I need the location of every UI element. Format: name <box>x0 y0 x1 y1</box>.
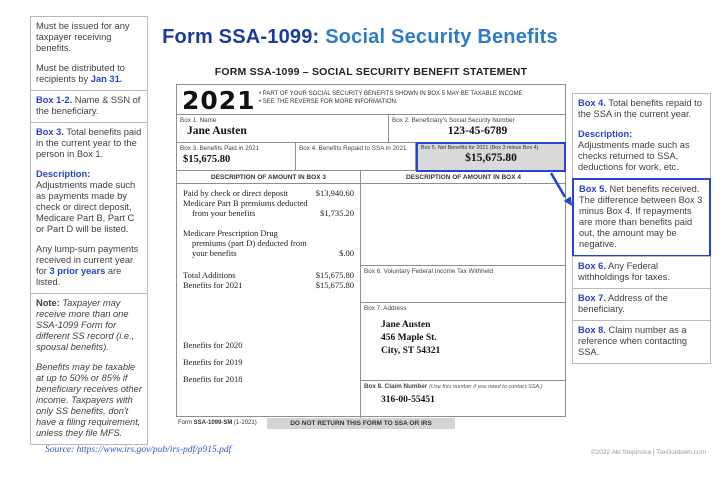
note-box4-desc-label <box>578 129 705 140</box>
form-notice-1: • PART OF YOUR SOCIAL SECURITY BENEFITS SHOWN IN BOX 5 MAY BE TAXABLE INCOME <box>259 91 523 97</box>
note-taxability-text2: Benefits may be taxable at up to 50% or 85% if beneficiary receives other income. Taxpayers with only SS benefits, don't have a filing requirement, unless they file MFS. <box>36 362 142 438</box>
desc-row-label: your benefits <box>192 248 237 258</box>
form-statement-header: FORM SSA-1099 – SOCIAL SECURITY BENEFIT STATEMENT <box>214 66 528 78</box>
note-box7-label: Box 7. <box>578 293 606 303</box>
note-box4 <box>572 93 711 179</box>
box1-label: Box 1. Name <box>180 117 217 124</box>
desc-row <box>183 238 354 248</box>
note-taxability-p2 <box>36 362 142 439</box>
desc-row <box>183 270 354 280</box>
beneficiary-address <box>381 319 566 358</box>
page-title-subject: Social Security Benefits <box>325 26 558 48</box>
address-line: City, ST 54321 <box>381 346 441 356</box>
note-box8-text: Claim number as a reference when contacting SSA. <box>578 325 688 357</box>
note-box6-p <box>578 261 705 283</box>
ssa-1099-form <box>176 66 566 430</box>
note-box8 <box>572 320 711 364</box>
note-box6 <box>572 256 711 289</box>
desc-row-label: Total Additions <box>183 270 236 280</box>
box3-benefits-paid-cell <box>177 143 296 171</box>
note-taxability-text1: Taxpayer may receive more than one SSA-1099 Form for different SS record (i.e., spousal benefits). <box>36 298 135 352</box>
note-box3-desc-label <box>36 169 142 180</box>
note-box7 <box>572 288 711 321</box>
desc-row-label: Paid by check or direct deposit <box>183 188 289 198</box>
address-line: 456 Maple St. <box>381 333 437 343</box>
note-box3-text: Total benefits paid in the current year to the person in Box 1. <box>36 127 142 159</box>
note-box3-lump <box>36 244 142 288</box>
form-notices <box>259 90 523 106</box>
box6-withholding-cell <box>361 265 566 302</box>
desc-row <box>183 208 354 218</box>
note-box3-desc-title: Description: <box>36 169 91 179</box>
note-box3-desc <box>36 180 142 235</box>
desc-row <box>183 357 354 367</box>
left-annotations <box>30 16 148 445</box>
note-issuance-text1: Must be issued for any taxpayer receiving benefits. <box>36 21 130 53</box>
box8-label <box>361 381 566 390</box>
note-box1-2 <box>30 90 148 123</box>
desc-row-amount: $1,735.20 <box>320 208 354 218</box>
copyright-text: ©2022 Aki Stepinska | TaxGuidown.com <box>590 449 706 456</box>
description-box3-header-cell <box>177 171 361 184</box>
desc-row <box>183 374 354 384</box>
note-box3-lump-post: are listed. <box>36 266 122 287</box>
note-box3-p1 <box>36 127 142 160</box>
desc-row-label: Medicare Part B premiums deducted <box>183 198 308 208</box>
note-taxability-label: Note: <box>36 298 60 308</box>
desc-row-label: Benefits for 2019 <box>183 357 243 367</box>
desc-row <box>183 340 354 350</box>
do-not-return-bar: DO NOT RETURN THIS FORM TO SSA OR IRS <box>267 418 455 429</box>
desc-row-label: Benefits for 2021 <box>183 280 243 290</box>
page-title-form-name: Form SSA-1099: <box>162 26 320 48</box>
note-box1-2-p <box>36 95 142 117</box>
desc-row-label: premiums (part D) deducted from <box>192 238 307 248</box>
box2-ssn-cell <box>389 115 566 143</box>
box8-note: (Use this number if you need to contact SSA.) <box>429 384 543 390</box>
address-line: Jane Austen <box>381 320 431 330</box>
description-box3-header: DESCRIPTION OF AMOUNT IN BOX 3 <box>211 174 326 181</box>
note-issuance <box>30 16 148 91</box>
tax-year: 2021 <box>182 86 256 115</box>
box1-name-cell <box>177 115 389 143</box>
note-box6-label: Box 6. <box>578 261 606 271</box>
note-box4-label: Box 4. <box>578 98 606 108</box>
desc-row-amount: $15,675.80 <box>315 280 354 290</box>
box4-benefits-repaid-cell <box>296 143 416 171</box>
source-link[interactable]: Source: https://www.irs.gov/pub/irs-pdf/p915.pdf <box>45 445 232 455</box>
description-box4-header: DESCRIPTION OF AMOUNT IN BOX 4 <box>406 174 521 181</box>
desc-row <box>183 280 354 290</box>
form-year-band <box>177 85 565 115</box>
note-box4-p1 <box>578 98 705 120</box>
desc-row-label: Benefits for 2018 <box>183 374 243 384</box>
desc-row-amount: $13,940.60 <box>315 188 354 198</box>
box5-net-benefits-cell-highlighted <box>416 142 566 172</box>
desc-row-label: Medicare Prescription Drug <box>183 228 278 238</box>
box3-value: $15,675.80 <box>183 154 231 165</box>
description-box3-content <box>177 184 361 418</box>
form-number-rev: (1-2021) <box>234 420 257 426</box>
note-box3-label: Box 3. <box>36 127 64 137</box>
desc-row-label: Benefits for 2020 <box>183 340 243 350</box>
desc-row-label: from your benefits <box>192 208 256 218</box>
desc-row <box>183 228 354 238</box>
box7-address-cell <box>361 302 566 380</box>
form-notice-2: • SEE THE REVERSE FOR MORE INFORMATION. <box>259 99 398 105</box>
form-number-id: SSA-1099-SM <box>193 420 233 426</box>
box6-label: Box 6. Voluntary Federal Income Tax Withheld <box>364 268 494 275</box>
note-box5 <box>572 178 711 257</box>
note-box8-label: Box 8. <box>578 325 606 335</box>
note-box1-2-label: Box 1-2. <box>36 95 73 105</box>
description-box4-header-cell <box>361 171 566 184</box>
form-number <box>178 420 257 426</box>
form-footer <box>176 418 566 430</box>
note-issuance-p1 <box>36 21 142 54</box>
form-body <box>176 84 566 417</box>
desc-row <box>183 248 354 258</box>
box8-label-text: Box 8. Claim Number <box>364 383 428 390</box>
note-box3 <box>30 122 148 294</box>
note-box4-desc-text: Adjustments made such as checks returned to SSA, deductions for work, etc. <box>578 140 690 172</box>
desc-row <box>183 198 354 208</box>
note-box6-text: Any Federal withholdings for taxes. <box>578 261 670 282</box>
note-issuance-deadline: Jan 31. <box>90 74 123 84</box>
note-box3-desc-text: Adjustments made such as payments made by check or direct deposit, Medicare Part B, Part C or Part D will be listed. <box>36 180 136 234</box>
note-box4-desc <box>578 140 705 173</box>
note-box4-text: Total benefits repaid to the SSA in the current year. <box>578 98 702 119</box>
note-box5-p <box>579 184 704 250</box>
note-box7-p <box>578 293 705 315</box>
note-box7-text: Address of the beneficiary. <box>578 293 668 314</box>
desc-row <box>183 188 354 198</box>
note-box3-lump-pre: Any lump-sum payments received in current year for <box>36 244 139 276</box>
box2-value: 123-45-6789 <box>447 125 508 137</box>
box2-label: Box 2. Beneficiary's Social Security Number <box>392 117 515 124</box>
note-box4-desc-title: Description: <box>578 129 633 139</box>
box5-label: Box 5. Net Benefits for 2021 (Box 3 minus Box 4) <box>421 145 539 151</box>
note-box3-lump-accent: 3 prior years <box>49 266 106 276</box>
note-box5-label: Box 5. <box>579 184 607 194</box>
desc-row-amount: $.00 <box>339 248 354 258</box>
box4-label: Box 4. Benefits Repaid to SSA in 2021 <box>299 145 407 152</box>
box7-label: Box 7. Address <box>364 305 407 312</box>
box1-value: Jane Austen <box>187 125 247 137</box>
note-issuance-text2: Must be distributed to recipients by <box>36 63 125 84</box>
right-annotations <box>572 93 711 364</box>
note-box5-text: Net benefits received. The difference between Box 3 minus Box 4. If repayments are more than benefits paid out, the amount may be negative. <box>579 184 703 249</box>
desc-row-amount: $15,675.80 <box>315 270 354 280</box>
note-taxability-p1 <box>36 298 142 353</box>
note-box1-2-text: Name & SSN of the beneficiary. <box>36 95 141 116</box>
box3-label: Box 3. Benefits Paid in 2021 <box>180 145 260 152</box>
box5-value: $15,675.80 <box>465 152 517 164</box>
note-box8-p <box>578 325 705 358</box>
box8-value: 316-00-55451 <box>381 395 435 405</box>
box8-claim-number-cell <box>361 380 566 418</box>
note-taxability <box>30 293 148 445</box>
note-issuance-p2 <box>36 63 142 85</box>
form-number-pre: Form <box>178 420 192 426</box>
